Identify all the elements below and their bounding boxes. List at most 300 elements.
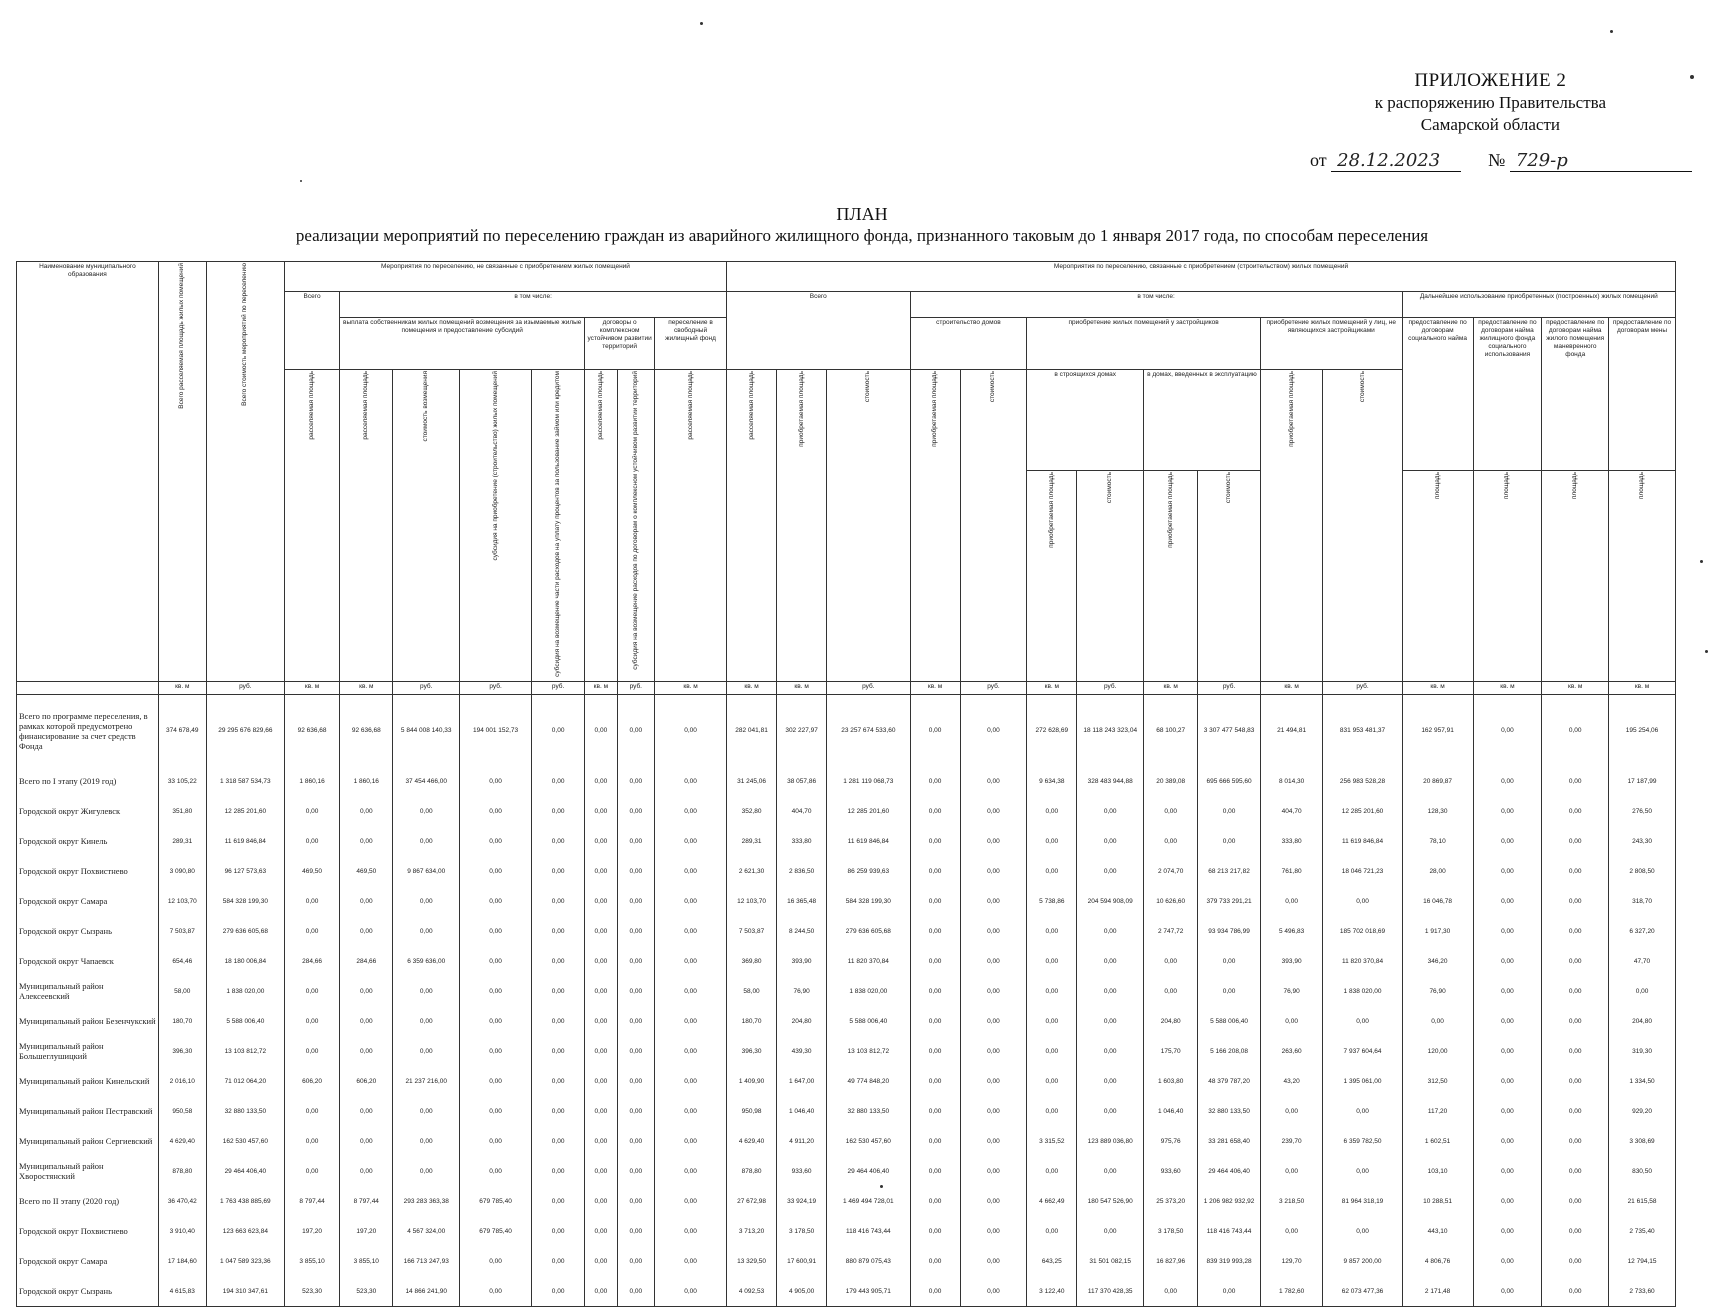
table-cell: 118 416 743,44 — [1198, 1216, 1261, 1246]
table-cell: 0,00 — [910, 826, 960, 856]
table-cell: 929,20 — [1609, 1096, 1676, 1126]
table-cell: 0,00 — [585, 1156, 617, 1186]
table-cell: 0,00 — [655, 766, 727, 796]
table-cell: 76,90 — [1260, 976, 1323, 1006]
table-cell: 23 257 674 533,60 — [827, 694, 910, 766]
table-cell: 0,00 — [1473, 1186, 1542, 1216]
table-cell: 0,00 — [960, 886, 1027, 916]
table-cell: 0,00 — [1473, 694, 1542, 766]
table-cell: 16 827,96 — [1144, 1246, 1198, 1276]
table-cell: 0,00 — [910, 1156, 960, 1186]
table-cell: 0,00 — [655, 886, 727, 916]
row-name: Городской округ Сызрань — [17, 916, 159, 946]
table-cell: 0,00 — [532, 1216, 585, 1246]
table-cell: 32 880 133,50 — [1198, 1096, 1261, 1126]
table-cell: 17 184,60 — [158, 1246, 206, 1276]
table-cell: 0,00 — [910, 1126, 960, 1156]
table-cell: 0,00 — [1473, 916, 1542, 946]
table-cell: 0,00 — [1473, 1216, 1542, 1246]
table-cell: 0,00 — [284, 1096, 339, 1126]
table-cell: 0,00 — [960, 826, 1027, 856]
table-cell: 0,00 — [655, 976, 727, 1006]
table-cell: 166 713 247,93 — [393, 1246, 460, 1276]
table-cell: 4 629,40 — [727, 1126, 777, 1156]
table-cell: 17 600,91 — [777, 1246, 827, 1276]
table-cell: 2 621,30 — [727, 856, 777, 886]
table-cell: 0,00 — [532, 1096, 585, 1126]
table-cell: 0,00 — [393, 1156, 460, 1186]
table-cell: 10 288,51 — [1402, 1186, 1473, 1216]
unit-cell: руб. — [960, 681, 1027, 694]
row-name: Городской округ Самара — [17, 1246, 159, 1276]
table-row — [17, 1216, 1676, 1246]
table-cell: 0,00 — [1473, 1156, 1542, 1186]
table-cell: 352,80 — [727, 796, 777, 826]
table-cell: 523,30 — [284, 1276, 339, 1306]
table-cell: 0,00 — [460, 1066, 532, 1096]
number-prefix: № — [1488, 150, 1506, 170]
table-row — [17, 1186, 1676, 1216]
unit-cell: кв. м — [585, 681, 617, 694]
table-cell: 950,98 — [727, 1096, 777, 1126]
table-cell: 33 105,22 — [158, 766, 206, 796]
table-cell: 1 281 119 068,73 — [827, 766, 910, 796]
sub-header: расселяемая площадь — [655, 370, 727, 682]
table-cell: 6 359 782,50 — [1323, 1126, 1402, 1156]
table-cell: 0,00 — [1542, 796, 1609, 826]
table-cell: 1 782,60 — [1260, 1276, 1323, 1306]
table-cell: 6 327,20 — [1609, 916, 1676, 946]
table-cell: 0,00 — [960, 976, 1027, 1006]
table-cell: 643,25 — [1027, 1246, 1077, 1276]
table-cell: 0,00 — [1077, 856, 1144, 886]
table-cell: 16 046,78 — [1402, 886, 1473, 916]
table-cell: 1 334,50 — [1609, 1066, 1676, 1096]
table-cell: 0,00 — [1473, 976, 1542, 1006]
table-cell: 379 733 291,21 — [1198, 886, 1261, 916]
table-cell: 0,00 — [585, 1066, 617, 1096]
table-cell: 0,00 — [960, 1096, 1027, 1126]
a-incl-header: в том числе: — [340, 292, 727, 318]
table-cell: 9 857 200,00 — [1323, 1246, 1402, 1276]
table-cell: 0,00 — [960, 1156, 1027, 1186]
table-cell: 62 073 477,36 — [1323, 1276, 1402, 1306]
table-cell: 76,90 — [1402, 976, 1473, 1006]
table-cell: 374 678,49 — [158, 694, 206, 766]
table-cell: 0,00 — [460, 976, 532, 1006]
table-cell: 0,00 — [532, 1036, 585, 1066]
table-cell: 0,00 — [532, 826, 585, 856]
table-cell: 5 496,83 — [1260, 916, 1323, 946]
unit-cell: руб. — [1077, 681, 1144, 694]
table-cell: 1 917,30 — [1402, 916, 1473, 946]
b-persons-header: приобретение жилых помещений у лиц, не являющихся застройщиками — [1260, 318, 1402, 370]
table-row — [17, 976, 1676, 1006]
table-cell: 1 047 589 323,36 — [206, 1246, 284, 1276]
table-cell: 1 838 020,00 — [827, 976, 910, 1006]
table-cell: 0,00 — [617, 1186, 655, 1216]
table-cell: 0,00 — [617, 976, 655, 1006]
appendix-line-2: Самарской области — [1420, 115, 1560, 134]
table-cell: 0,00 — [532, 856, 585, 886]
table-cell: 0,00 — [532, 1186, 585, 1216]
table-cell: 129,70 — [1260, 1246, 1323, 1276]
table-cell: 0,00 — [284, 796, 339, 826]
table-cell: 93 934 786,99 — [1198, 916, 1261, 946]
table-cell: 0,00 — [617, 1066, 655, 1096]
row-name: Городской округ Чапаевск — [17, 946, 159, 976]
unit-cell: кв. м — [1027, 681, 1077, 694]
table-cell: 0,00 — [617, 1156, 655, 1186]
table-cell: 0,00 — [1542, 946, 1609, 976]
table-cell: 78,10 — [1402, 826, 1473, 856]
table-cell: 0,00 — [585, 1006, 617, 1036]
table-cell: 0,00 — [960, 856, 1027, 886]
table-cell: 0,00 — [617, 1276, 655, 1306]
sub-header: стоимость — [1077, 471, 1144, 682]
table-cell: 0,00 — [910, 886, 960, 916]
table-cell: 0,00 — [1198, 946, 1261, 976]
plan-title: ПЛАН — [836, 204, 888, 224]
table-cell: 0,00 — [655, 1246, 727, 1276]
table-cell: 0,00 — [460, 826, 532, 856]
table-cell: 318,70 — [1609, 886, 1676, 916]
table-cell: 6 359 636,00 — [393, 946, 460, 976]
row-name: Муниципальный район Кинельский — [17, 1066, 159, 1096]
table-cell: 0,00 — [960, 1036, 1027, 1066]
table-cell: 180,70 — [158, 1006, 206, 1036]
table-cell: 0,00 — [284, 1156, 339, 1186]
table-cell: 4 662,49 — [1027, 1186, 1077, 1216]
table-cell: 0,00 — [1144, 946, 1198, 976]
table-cell: 0,00 — [585, 796, 617, 826]
unit-cell: кв. м — [1144, 681, 1198, 694]
table-cell: 0,00 — [617, 856, 655, 886]
table-cell: 272 628,69 — [1027, 694, 1077, 766]
table-cell: 16 365,48 — [777, 886, 827, 916]
table-cell: 0,00 — [1077, 946, 1144, 976]
row-name: Городской округ Самара — [17, 886, 159, 916]
table-row — [17, 1036, 1676, 1066]
table-cell: 12 103,70 — [158, 886, 206, 916]
sub-header: стоимость — [1198, 471, 1261, 682]
table-cell: 0,00 — [284, 826, 339, 856]
table-cell: 293 283 363,38 — [393, 1186, 460, 1216]
unit-cell: кв. м — [1542, 681, 1609, 694]
table-cell: 0,00 — [585, 976, 617, 1006]
table-cell: 0,00 — [1077, 826, 1144, 856]
table-cell: 185 702 018,69 — [1323, 916, 1402, 946]
table-cell: 0,00 — [655, 1036, 727, 1066]
c3-header: предоставление по договорам найма жилого помещения маневренного фонда — [1542, 318, 1609, 471]
table-cell: 48 379 787,20 — [1198, 1066, 1261, 1096]
table-row — [17, 946, 1676, 976]
table-cell: 11 820 370,84 — [1323, 946, 1402, 976]
c2-header: предоставление по договорам найма жилищного фонда социального использования — [1473, 318, 1542, 471]
table-cell: 3 218,50 — [1260, 1186, 1323, 1216]
col-name-header: Наименование муниципального образования — [17, 262, 159, 682]
table-cell: 0,00 — [1542, 1246, 1609, 1276]
table-cell: 0,00 — [1542, 1276, 1609, 1306]
table-cell: 1 602,51 — [1402, 1126, 1473, 1156]
table-cell: 0,00 — [1473, 946, 1542, 976]
table-cell: 0,00 — [585, 1126, 617, 1156]
table-cell: 0,00 — [655, 1126, 727, 1156]
sub-header: стоимость возмещения — [393, 370, 460, 682]
table-cell: 878,80 — [727, 1156, 777, 1186]
table-cell: 117 370 428,35 — [1077, 1276, 1144, 1306]
table-cell: 7 503,87 — [158, 916, 206, 946]
table-cell: 8 014,30 — [1260, 766, 1323, 796]
table-cell: 0,00 — [1323, 1006, 1402, 1036]
table-cell: 0,00 — [1198, 976, 1261, 1006]
table-cell: 49 774 848,20 — [827, 1066, 910, 1096]
unit-cell: кв. м — [1473, 681, 1542, 694]
table-cell: 0,00 — [960, 796, 1027, 826]
table-cell: 0,00 — [1198, 826, 1261, 856]
table-cell: 0,00 — [1144, 1276, 1198, 1306]
table-row — [17, 1096, 1676, 1126]
row-name: Городской округ Похвистнево — [17, 1216, 159, 1246]
table-cell: 0,00 — [585, 1276, 617, 1306]
sub-header: площадь — [1473, 471, 1542, 682]
table-cell: 1 603,80 — [1144, 1066, 1198, 1096]
table-cell: 0,00 — [960, 1186, 1027, 1216]
table-row — [17, 766, 1676, 796]
table-cell: 0,00 — [617, 1126, 655, 1156]
table-cell: 0,00 — [1027, 856, 1077, 886]
table-cell: 0,00 — [532, 796, 585, 826]
table-cell: 194 310 347,61 — [206, 1276, 284, 1306]
table-cell: 0,00 — [960, 766, 1027, 796]
units-row — [17, 681, 1676, 694]
table-cell: 256 983 528,28 — [1323, 766, 1402, 796]
table-cell: 1 409,90 — [727, 1066, 777, 1096]
table-cell: 0,00 — [585, 1096, 617, 1126]
table-cell: 0,00 — [1473, 1126, 1542, 1156]
table-cell: 0,00 — [460, 796, 532, 826]
sub-header: расселяемая площадь — [284, 370, 339, 682]
unit-cell — [17, 681, 159, 694]
table-cell: 0,00 — [617, 946, 655, 976]
table-cell: 12 794,15 — [1609, 1246, 1676, 1276]
row-name: Муниципальный район Большеглушицкий — [17, 1036, 159, 1066]
table-cell: 0,00 — [393, 1036, 460, 1066]
table-cell: 0,00 — [1077, 1216, 1144, 1246]
table-cell: 36 470,42 — [158, 1186, 206, 1216]
table-cell: 302 227,97 — [777, 694, 827, 766]
table-cell: 0,00 — [460, 946, 532, 976]
table-cell: 369,80 — [727, 946, 777, 976]
unit-cell: кв. м — [1402, 681, 1473, 694]
table-cell: 0,00 — [655, 1006, 727, 1036]
table-cell: 3 307 477 548,83 — [1198, 694, 1261, 766]
table-cell: 0,00 — [585, 1246, 617, 1276]
table-cell: 0,00 — [910, 694, 960, 766]
table-cell: 0,00 — [1027, 1066, 1077, 1096]
table-cell: 0,00 — [655, 916, 727, 946]
table-cell: 0,00 — [617, 766, 655, 796]
table-cell: 0,00 — [617, 694, 655, 766]
table-cell: 123 663 623,84 — [206, 1216, 284, 1246]
table-cell: 162 530 457,60 — [206, 1126, 284, 1156]
table-cell: 13 103 812,72 — [827, 1036, 910, 1066]
table-cell: 5 588 006,40 — [1198, 1006, 1261, 1036]
row-name: Муниципальный район Пестравский — [17, 1096, 159, 1126]
table-cell: 204,80 — [1609, 1006, 1676, 1036]
table-cell: 3 178,50 — [1144, 1216, 1198, 1246]
table-cell: 0,00 — [1542, 1156, 1609, 1186]
table-row — [17, 1246, 1676, 1276]
table-cell: 0,00 — [655, 694, 727, 766]
table-cell: 0,00 — [910, 796, 960, 826]
sub-header: стоимость — [827, 370, 910, 682]
table-cell: 4 629,40 — [158, 1126, 206, 1156]
table-cell: 4 905,00 — [777, 1276, 827, 1306]
table-cell: 0,00 — [960, 1006, 1027, 1036]
table-cell: 0,00 — [1542, 976, 1609, 1006]
table-cell: 204,80 — [777, 1006, 827, 1036]
table-cell: 68 100,27 — [1144, 694, 1198, 766]
table-cell: 0,00 — [1027, 796, 1077, 826]
table-cell: 606,20 — [284, 1066, 339, 1096]
table-cell: 933,60 — [777, 1156, 827, 1186]
table-cell: 0,00 — [617, 1036, 655, 1066]
sub-header: субсидия на возмещение части расходов на уплату процентов за пользование займом или кредитом — [532, 370, 585, 682]
table-cell: 25 373,20 — [1144, 1186, 1198, 1216]
unit-cell: кв. м — [1260, 681, 1323, 694]
table-cell: 3 122,40 — [1027, 1276, 1077, 1306]
table-cell: 33 924,19 — [777, 1186, 827, 1216]
table-cell: 195 254,06 — [1609, 694, 1676, 766]
table-cell: 443,10 — [1402, 1216, 1473, 1246]
table-cell: 0,00 — [1473, 1246, 1542, 1276]
table-cell: 0,00 — [340, 1096, 393, 1126]
table-cell: 3 308,69 — [1609, 1126, 1676, 1156]
table-cell: 0,00 — [1402, 1006, 1473, 1036]
table-cell: 0,00 — [617, 1096, 655, 1126]
table-row — [17, 886, 1676, 916]
table-cell: 71 012 064,20 — [206, 1066, 284, 1096]
table-cell: 0,00 — [910, 1276, 960, 1306]
table-cell: 0,00 — [1260, 1096, 1323, 1126]
table-cell: 197,20 — [284, 1216, 339, 1246]
table-cell: 123 889 036,80 — [1077, 1126, 1144, 1156]
table-cell: 0,00 — [910, 1006, 960, 1036]
table-cell: 11 619 846,84 — [1323, 826, 1402, 856]
table-cell: 0,00 — [460, 766, 532, 796]
table-cell: 839 319 993,28 — [1198, 1246, 1261, 1276]
table-cell: 279 636 605,68 — [206, 916, 284, 946]
table-cell: 0,00 — [284, 1006, 339, 1036]
table-cell: 0,00 — [284, 916, 339, 946]
table-cell: 20 389,08 — [1144, 766, 1198, 796]
table-cell: 0,00 — [532, 886, 585, 916]
sub-header: субсидия на приобретение (строительство) жилых помещений — [460, 370, 532, 682]
table-cell: 396,30 — [727, 1036, 777, 1066]
order-date: 28.12.2023 — [1331, 150, 1461, 172]
table-cell: 831 953 481,37 — [1323, 694, 1402, 766]
unit-cell: руб. — [532, 681, 585, 694]
b-dev-building-header: в строящихся домах — [1027, 370, 1144, 471]
table-cell: 0,00 — [532, 1246, 585, 1276]
table-cell: 0,00 — [1027, 1156, 1077, 1186]
table-cell: 96 127 573,63 — [206, 856, 284, 886]
table-cell: 175,70 — [1144, 1036, 1198, 1066]
table-cell: 276,50 — [1609, 796, 1676, 826]
table-cell: 8 244,50 — [777, 916, 827, 946]
table-cell: 0,00 — [1027, 1216, 1077, 1246]
table-cell: 0,00 — [532, 976, 585, 1006]
table-cell: 11 619 846,84 — [827, 826, 910, 856]
table-cell: 103,10 — [1402, 1156, 1473, 1186]
row-name: Всего по II этапу (2020 год) — [17, 1186, 159, 1216]
table-cell: 12 285 201,60 — [206, 796, 284, 826]
table-cell: 0,00 — [460, 1276, 532, 1306]
sub-header: приобретаемая площадь — [1027, 471, 1077, 682]
table-cell: 128,30 — [1402, 796, 1473, 826]
table-cell: 0,00 — [393, 916, 460, 946]
scan-speck — [1700, 560, 1703, 563]
table-cell: 2 836,50 — [777, 856, 827, 886]
table-cell: 0,00 — [1198, 1276, 1261, 1306]
table-cell: 1 206 982 932,92 — [1198, 1186, 1261, 1216]
table-cell: 0,00 — [1323, 1156, 1402, 1186]
table-cell: 0,00 — [532, 1066, 585, 1096]
table-cell: 0,00 — [1323, 1096, 1402, 1126]
table-cell: 0,00 — [655, 1096, 727, 1126]
table-cell: 243,30 — [1609, 826, 1676, 856]
row-name: Городской округ Похвистнево — [17, 856, 159, 886]
table-cell: 4 615,83 — [158, 1276, 206, 1306]
table-cell: 0,00 — [532, 946, 585, 976]
table-cell: 0,00 — [910, 856, 960, 886]
table-cell: 0,00 — [1473, 886, 1542, 916]
b-incl-header: в том числе: — [910, 292, 1402, 318]
table-cell: 289,31 — [158, 826, 206, 856]
table-cell: 0,00 — [585, 694, 617, 766]
table-cell: 120,00 — [1402, 1036, 1473, 1066]
table-cell: 0,00 — [393, 1096, 460, 1126]
table-cell: 0,00 — [617, 1006, 655, 1036]
table-cell: 0,00 — [340, 796, 393, 826]
table-cell: 31 245,06 — [727, 766, 777, 796]
table-cell: 92 636,68 — [340, 694, 393, 766]
table-cell: 0,00 — [910, 766, 960, 796]
table-cell: 0,00 — [1542, 1096, 1609, 1126]
table-cell: 654,46 — [158, 946, 206, 976]
table-cell: 9 634,38 — [1027, 766, 1077, 796]
table-row — [17, 1006, 1676, 1036]
c1-header: предоставление по договорам социального найма — [1402, 318, 1473, 471]
table-cell: 0,00 — [340, 826, 393, 856]
table-cell: 0,00 — [1473, 1006, 1542, 1036]
table-cell: 1 318 587 534,73 — [206, 766, 284, 796]
table-cell: 162 530 457,60 — [827, 1126, 910, 1156]
table-cell: 0,00 — [393, 886, 460, 916]
table-cell: 1 046,40 — [777, 1096, 827, 1126]
row-name: Муниципальный район Безенчукский — [17, 1006, 159, 1036]
plan-subtitle: реализации мероприятий по переселению граждан из аварийного жилищного фонда, признанного таковым до 1 января 2017 года, по способам переселения — [295, 226, 1429, 245]
table-cell: 975,76 — [1144, 1126, 1198, 1156]
table-cell: 0,00 — [460, 916, 532, 946]
table-cell: 0,00 — [655, 1156, 727, 1186]
table-cell: 319,30 — [1609, 1036, 1676, 1066]
table-cell: 8 797,44 — [340, 1186, 393, 1216]
table-cell: 58,00 — [158, 976, 206, 1006]
row-name: Всего по программе переселения, в рамках которой предусмотрено финансирование за счет средств Фонда — [17, 694, 159, 766]
b-build-header: строительство домов — [910, 318, 1027, 370]
